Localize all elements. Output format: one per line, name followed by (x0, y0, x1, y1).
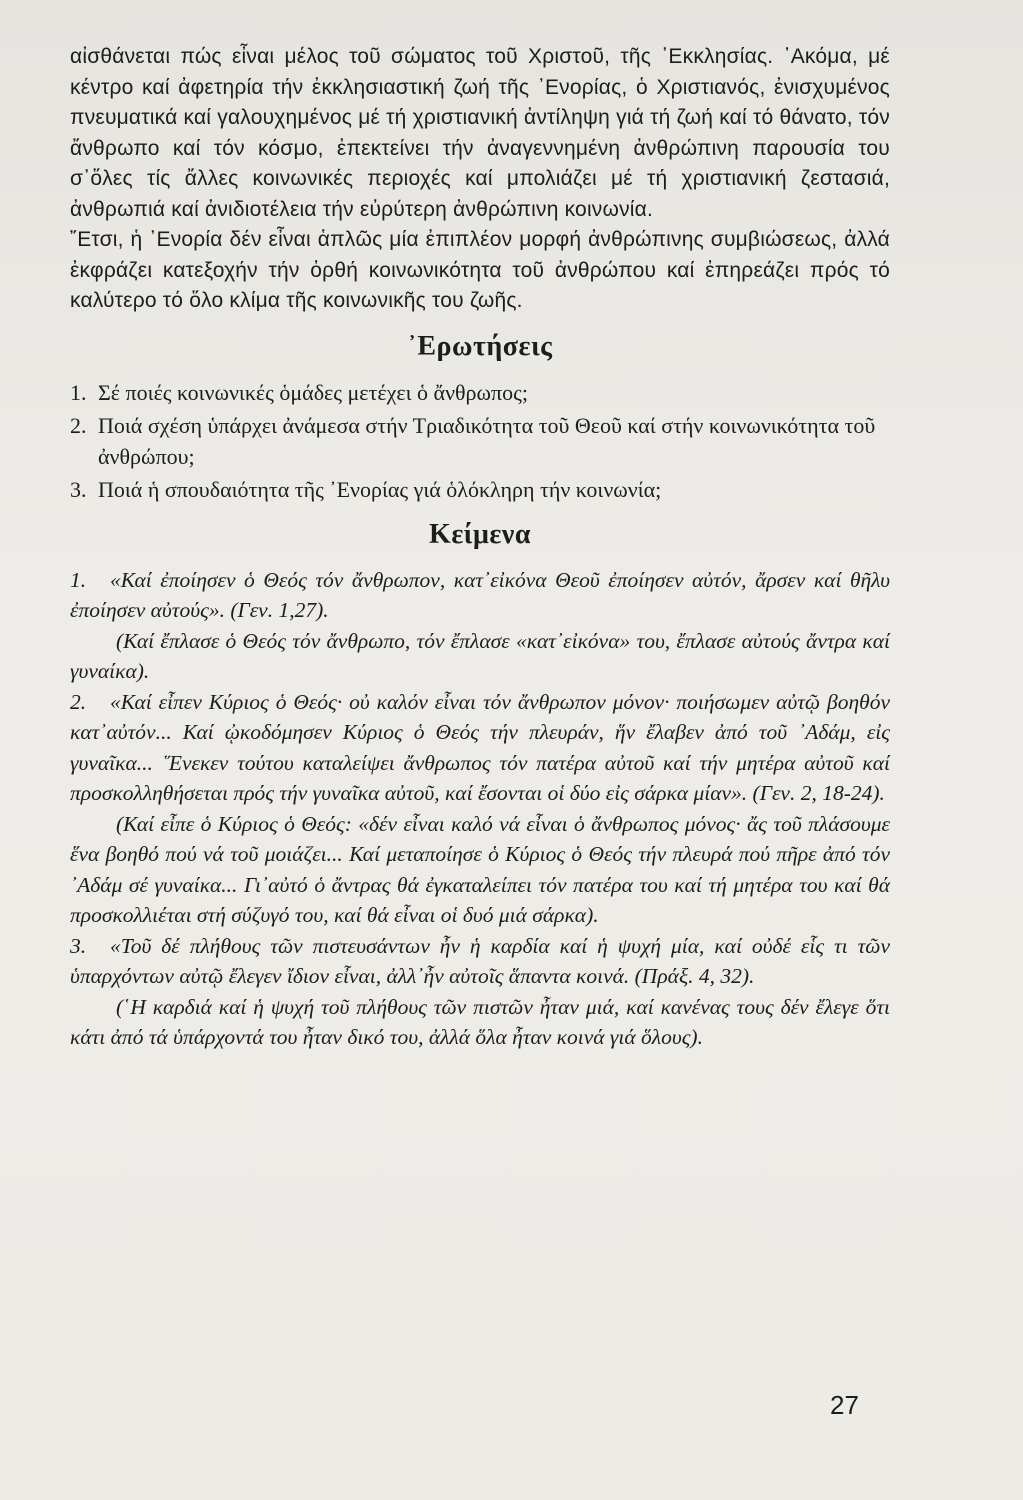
texts-section (70, 565, 890, 1053)
text-number: 2. (70, 689, 87, 714)
text-translation: (Καί ἔπλασε ὁ Θεός τόν ἄνθρωπο, τόν ἔπλασε «κατ᾿εἰκόνα» του, ἔπλασε αὐτούς ἄντρα καί γυναίκα). (70, 628, 890, 683)
questions-list (70, 377, 890, 505)
text-number: 1. (70, 567, 87, 592)
text-translation: (Καί εἶπε ὁ Κύριος ὁ Θεός: «δέν εἶναι καλό νά εἶναι ὁ ἄνθρωπος μόνος· ἄς τοῦ πλάσουμε ἕνα βοηθό πού νά τοῦ μοιάζει... Καί μεταποίησε ὁ Κύριος ὁ Θεός τήν πλευρά πού πῆρε ἀπό τόν ᾿Αδάμ σέ γυναίκα... Γι᾿αὐτό ὁ ἄντρας θά ἐγκαταλείπει τόν πατέρα του καί τή μητέρα του καί θά προσκολλιέται στή σύζυγό του, καί θά εἶναι οἱ δυό μιά σάρκα). (70, 811, 890, 927)
question-number: 2. (70, 412, 87, 438)
texts-heading: Κείμενα (429, 518, 531, 550)
question-text: Σέ ποιές κοινωνικές ὁμάδες μετέχει ὁ ἄνθρωπος; (98, 379, 528, 405)
text-quote (70, 931, 890, 992)
text-quote (70, 565, 890, 626)
intro-paragraph-1: αἰσθάνεται πώς εἶναι μέλος τοῦ σώματος τοῦ Χριστοῦ, τῆς ᾿Εκκλησίας. ᾿Ακόμα, μέ κέντρο καί ἀφετηρία τήν ἐκκλησιαστική ζωή τῆς ᾿Ενορίας, ὁ Χριστιανός, ἐνισχυμένος πνευματικά καί γαλουχημένος μέ τή χριστιανική ἀντίληψη γιά τή ζωή καί τό θάνατο, τόν ἄνθρωπο καί τόν κόσμο, ἐπεκτείνει τήν ἀναγεννημένη ἀνθρώπινη παρουσία του σ᾿ὅλες τίς ἄλλες κοινωνικές περιοχές καί μπολιάζει μέ τή χριστιανική ζεστασιά, ἀνθρωπιά καί ἀνιδιοτέλεια τήν εὐρύτερη ἀνθρώπινη κοινωνία. (70, 45, 890, 221)
text-quote (70, 687, 890, 809)
page-content (70, 42, 890, 1053)
question-number: 3. (70, 476, 87, 502)
text-quote-body: «Καί ἐποίησεν ὁ Θεός τόν ἄνθρωπον, κατ᾿εἰκόνα Θεοῦ ἐποίησεν αὐτόν, ἄρσεν καί θῆλυ ἐποίησεν αὐτούς». (Γεν. 1,27). (70, 567, 890, 622)
question-item (70, 410, 890, 472)
text-block-2 (70, 687, 890, 931)
question-text: Ποιά σχέση ὑπάρχει ἀνάμεσα στήν Τριαδικότητα τοῦ Θεοῦ καί στήν κοινωνικότητα τοῦ ἀνθρώπου; (98, 412, 876, 469)
questions-heading: ᾿Ερωτήσεις (407, 330, 553, 362)
question-item (70, 377, 890, 408)
text-quote-body: «Τοῦ δέ πλήθους τῶν πιστευσάντων ἦν ἡ καρδία καί ἡ ψυχή μία, καί οὐδέ εἷς τι τῶν ὑπαρχόντων αὐτῷ ἔλεγεν ἴδιον εἶναι, ἀλλ᾿ἦν αὐτοῖς ἅπαντα κοινά. (Πράξ. 4, 32). (70, 933, 890, 988)
question-number: 1. (70, 379, 87, 405)
text-quote-body: «Καί εἶπεν Κύριος ὁ Θεός· οὐ καλόν εἶναι τόν ἄνθρωπον μόνον· ποιήσωμεν αὐτῷ βοηθόν κατ᾿αὐτόν... Καί ᾠκοδόμησεν Κύριος ὁ Θεός τήν πλευράν, ἥν ἔλαβεν ἀπό τοῦ ᾿Αδάμ, εἰς γυναῖκα... ῞Ενεκεν τούτου καταλείψει ἄνθρωπος τόν πατέρα αὐτοῦ καί τήν μητέρα αὐτοῦ καί προσκολληθήσεται πρός τήν γυναῖκα αὐτοῦ, καί ἔσονται οἱ δύο εἰς σάρκα μίαν». (Γεν. 2, 18-24). (70, 689, 890, 805)
text-translation: (῾Η καρδιά καί ἡ ψυχή τοῦ πλήθους τῶν πιστῶν ἦταν μιά, καί κανένας τους δέν ἔλεγε ὅτι κάτι ἀπό τά ὑπάρχοντά του ἦταν δικό του, ἀλλά ὅλα ἦταν κοινά γιά ὅλους). (70, 994, 890, 1049)
question-item (70, 474, 890, 505)
intro-text (70, 42, 890, 317)
question-text: Ποιά ἡ σπουδαιότητα τῆς ᾿Ενορίας γιά ὁλόκληρη τήν κοινωνία; (98, 476, 662, 502)
text-block-3 (70, 931, 890, 1053)
text-number: 3. (70, 933, 87, 958)
text-block-1 (70, 565, 890, 687)
page-number: 27 (830, 1390, 859, 1420)
intro-paragraph-2: ῎Ετσι, ἡ ᾿Ενορία δέν εἶναι ἁπλῶς μία ἐπιπλέον μορφή ἀνθρώπινης συμβιώσεως, ἀλλά ἐκφράζει κατεξοχήν τήν ὀρθή κοινωνικότητα τοῦ ἀνθρώπου καί ἐπηρεάζει πρός τό καλύτερο τό ὅλο κλίμα τῆς κοινωνικῆς του ζωῆς. (70, 228, 890, 312)
